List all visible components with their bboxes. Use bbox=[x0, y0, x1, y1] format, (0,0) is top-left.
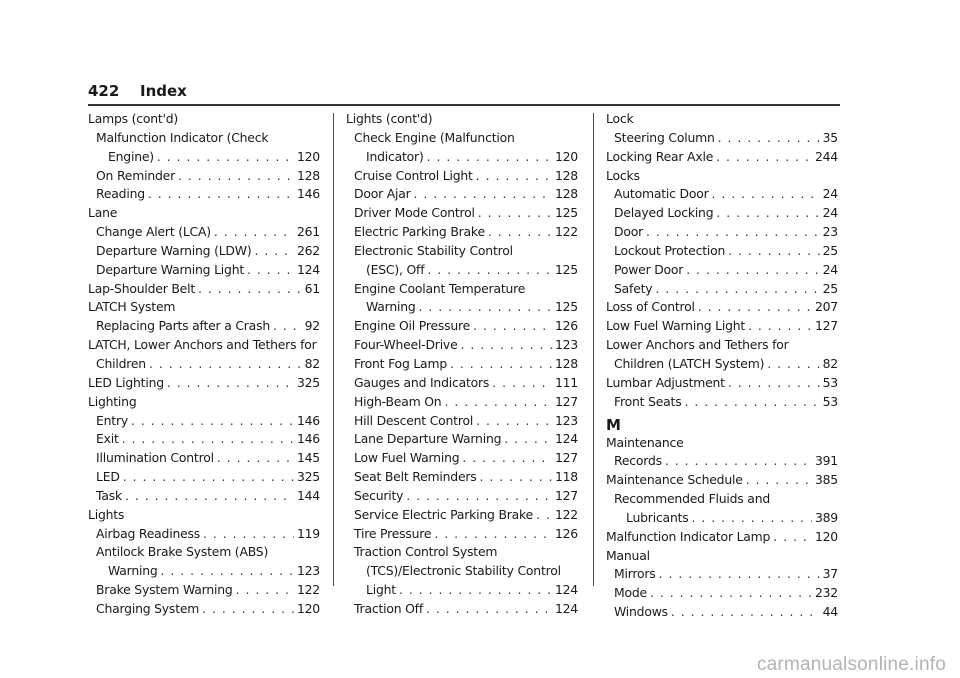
entry-text: (ESC), Off bbox=[366, 261, 425, 277]
entry-page-number: 262 bbox=[296, 242, 320, 258]
index-entry bbox=[88, 487, 320, 506]
entry-page-number: 92 bbox=[304, 318, 320, 334]
entry-page-number: 127 bbox=[814, 318, 838, 334]
entry-text: Front Seats bbox=[614, 393, 682, 409]
index-entry bbox=[88, 336, 320, 355]
entry-page-number: 325 bbox=[296, 469, 320, 485]
dot-leader bbox=[461, 336, 552, 355]
index-entry bbox=[346, 600, 578, 619]
dot-leader bbox=[450, 355, 552, 374]
entry-text: Brake System Warning bbox=[96, 582, 233, 598]
entry-text: Tire Pressure bbox=[354, 525, 432, 541]
index-entry bbox=[606, 565, 838, 584]
entry-page-number: 145 bbox=[296, 450, 320, 466]
dot-leader bbox=[504, 430, 552, 449]
entry-text: Lane bbox=[88, 205, 118, 221]
entry-text: Lubricants bbox=[626, 509, 689, 525]
index-entry bbox=[88, 167, 320, 186]
index-entry bbox=[606, 547, 838, 566]
dot-leader bbox=[488, 223, 552, 242]
entry-text: Check Engine (Malfunction bbox=[354, 129, 515, 145]
entry-page-number: 124 bbox=[296, 261, 320, 277]
page-header bbox=[88, 82, 840, 106]
entry-text: Lumbar Adjustment bbox=[606, 374, 725, 390]
dot-leader bbox=[444, 393, 551, 412]
entry-text: On Reminder bbox=[96, 167, 175, 183]
dot-leader bbox=[247, 261, 294, 280]
entry-text: Lamps (cont'd) bbox=[88, 111, 179, 126]
entry-text: Exit bbox=[96, 431, 119, 447]
entry-text: High-Beam On bbox=[354, 393, 442, 409]
entry-text: Door Ajar bbox=[354, 186, 411, 202]
entry-text: M bbox=[606, 415, 621, 434]
entry-text: Locks bbox=[606, 167, 640, 183]
entry-page-number: 23 bbox=[822, 224, 838, 240]
entry-text: Electric Parking Brake bbox=[354, 224, 485, 240]
entry-page-number: 122 bbox=[296, 582, 320, 598]
dot-leader bbox=[198, 280, 302, 299]
index-entry bbox=[346, 223, 578, 242]
dot-leader bbox=[426, 600, 552, 619]
entry-text: Engine) bbox=[108, 148, 154, 164]
entry-text: Electronic Stability Control bbox=[354, 242, 513, 258]
entry-text: Driver Mode Control bbox=[354, 205, 475, 221]
entry-text: Lower Anchors and Tethers for bbox=[606, 337, 789, 353]
entry-text: Lock bbox=[606, 111, 634, 126]
entry-page-number: 122 bbox=[554, 506, 578, 522]
dot-leader bbox=[122, 430, 294, 449]
index-entry bbox=[88, 562, 320, 581]
dot-leader bbox=[427, 261, 552, 280]
index-entry bbox=[88, 581, 320, 600]
entry-text: LED Lighting bbox=[88, 374, 164, 390]
index-entry bbox=[88, 506, 320, 525]
index-entry bbox=[346, 581, 578, 600]
index-entry bbox=[346, 129, 578, 148]
index-entry bbox=[346, 393, 578, 412]
entry-page-number: 385 bbox=[814, 472, 838, 488]
entry-page-number: 126 bbox=[554, 525, 578, 541]
entry-page-number: 144 bbox=[296, 487, 320, 503]
index-entry bbox=[606, 490, 838, 509]
entry-text: Lockout Protection bbox=[614, 242, 726, 258]
dot-leader bbox=[728, 374, 820, 393]
dot-leader bbox=[671, 603, 820, 622]
entry-page-number: 37 bbox=[822, 566, 838, 582]
index-entry bbox=[606, 336, 838, 355]
dot-leader bbox=[217, 449, 294, 468]
entry-page-number: 124 bbox=[554, 600, 578, 616]
index-entry bbox=[346, 562, 578, 581]
dot-leader bbox=[476, 412, 552, 431]
index-entry bbox=[346, 242, 578, 261]
entry-text: Malfunction Indicator Lamp bbox=[606, 528, 771, 544]
entry-page-number: 53 bbox=[822, 374, 838, 390]
entry-page-number: 146 bbox=[296, 186, 320, 202]
index-entry bbox=[88, 280, 320, 299]
entry-page-number: 244 bbox=[814, 148, 838, 164]
entry-page-number: 391 bbox=[814, 453, 838, 469]
entry-text: LATCH, Lower Anchors and Tethers for bbox=[88, 337, 317, 353]
entry-page-number: 127 bbox=[554, 450, 578, 466]
dot-leader bbox=[665, 452, 812, 471]
index-entry bbox=[88, 317, 320, 336]
entry-page-number: 126 bbox=[554, 318, 578, 334]
watermark: carmanualsonline.info bbox=[756, 654, 946, 675]
dot-leader bbox=[273, 317, 302, 336]
index-entry bbox=[606, 204, 838, 223]
dot-leader bbox=[399, 581, 552, 600]
entry-text: Lights bbox=[88, 506, 125, 522]
entry-text: Engine Oil Pressure bbox=[354, 318, 471, 334]
index-entry bbox=[606, 528, 838, 547]
entry-text: LATCH System bbox=[88, 299, 176, 315]
entry-text: Steering Column bbox=[614, 129, 715, 145]
entry-page-number: 24 bbox=[822, 261, 838, 277]
entry-text: Gauges and Indicators bbox=[354, 374, 490, 390]
dot-leader bbox=[748, 317, 812, 336]
index-entry bbox=[346, 543, 578, 562]
dot-leader bbox=[123, 468, 294, 487]
entry-text: Children bbox=[96, 355, 146, 371]
dot-leader bbox=[746, 471, 812, 490]
entry-text: Lap-Shoulder Belt bbox=[88, 280, 195, 296]
entry-text: Security bbox=[354, 487, 404, 503]
index-entry bbox=[606, 374, 838, 393]
index-entry bbox=[346, 525, 578, 544]
entry-text: Recommended Fluids and bbox=[614, 491, 771, 507]
entry-page-number: 120 bbox=[554, 148, 578, 164]
entry-page-number: 120 bbox=[814, 528, 838, 544]
index-entry bbox=[88, 600, 320, 619]
index-entry bbox=[346, 317, 578, 336]
index-entry bbox=[606, 509, 838, 528]
index-entry bbox=[606, 242, 838, 261]
index-entry bbox=[606, 471, 838, 490]
entry-page-number: 261 bbox=[296, 224, 320, 240]
index-entry bbox=[606, 317, 838, 336]
index-entry bbox=[88, 449, 320, 468]
dot-leader bbox=[716, 204, 819, 223]
index-entry bbox=[606, 110, 838, 129]
entry-text: Door bbox=[614, 224, 643, 240]
index-entry bbox=[606, 185, 838, 204]
entry-text: Traction Control System bbox=[354, 544, 498, 560]
entry-text: Charging System bbox=[96, 600, 200, 616]
index-entry bbox=[346, 167, 578, 186]
entry-text: Replacing Parts after a Crash bbox=[96, 318, 270, 334]
entry-text: Warning bbox=[108, 563, 158, 579]
dot-leader bbox=[767, 355, 819, 374]
dot-leader bbox=[148, 185, 294, 204]
entry-page-number: 128 bbox=[296, 167, 320, 183]
index-entry bbox=[88, 298, 320, 317]
entry-text: Maintenance Schedule bbox=[606, 472, 743, 488]
dot-leader bbox=[698, 298, 812, 317]
index-entry bbox=[88, 223, 320, 242]
dot-leader bbox=[711, 185, 819, 204]
index-entry bbox=[88, 430, 320, 449]
index-entry bbox=[606, 223, 838, 242]
entry-page-number: 128 bbox=[554, 186, 578, 202]
entry-text: Lights (cont'd) bbox=[346, 111, 433, 126]
dot-leader bbox=[178, 167, 294, 186]
entry-text: Lane Departure Warning bbox=[354, 431, 502, 447]
index-entry bbox=[346, 298, 578, 317]
index-entry bbox=[346, 280, 578, 299]
index-entry bbox=[606, 280, 838, 299]
dot-leader bbox=[686, 261, 819, 280]
dot-leader bbox=[214, 223, 294, 242]
dot-leader bbox=[716, 148, 812, 167]
entry-page-number: 24 bbox=[822, 205, 838, 221]
index-entry bbox=[346, 374, 578, 393]
index-entry bbox=[346, 204, 578, 223]
dot-leader bbox=[149, 355, 302, 374]
page-title: Index bbox=[140, 82, 187, 100]
header-rule bbox=[88, 104, 840, 106]
dot-leader bbox=[236, 581, 294, 600]
column-divider bbox=[593, 113, 594, 586]
entry-page-number: 123 bbox=[554, 337, 578, 353]
page-number: 422 bbox=[88, 82, 120, 100]
dot-leader bbox=[462, 449, 552, 468]
entry-page-number: 325 bbox=[296, 374, 320, 390]
entry-text: Reading bbox=[96, 186, 145, 202]
entry-text: Front Fog Lamp bbox=[354, 355, 447, 371]
index-entry bbox=[346, 110, 578, 129]
index-column-2 bbox=[346, 110, 578, 619]
entry-text: Entry bbox=[96, 412, 128, 428]
entry-text: Maintenance bbox=[606, 434, 684, 450]
entry-text: Automatic Door bbox=[614, 186, 709, 202]
dot-leader bbox=[536, 506, 552, 525]
entry-text: Airbag Readiness bbox=[96, 525, 201, 541]
index-entry bbox=[346, 261, 578, 280]
entry-text: Four-Wheel-Drive bbox=[354, 337, 458, 353]
entry-page-number: 125 bbox=[554, 261, 578, 277]
entry-page-number: 118 bbox=[554, 469, 578, 485]
entry-text: Locking Rear Axle bbox=[606, 148, 714, 164]
entry-text: Cruise Control Light bbox=[354, 167, 473, 183]
entry-text: Hill Descent Control bbox=[354, 412, 474, 428]
column-divider bbox=[333, 113, 334, 586]
index-entry bbox=[606, 261, 838, 280]
dot-leader bbox=[476, 167, 552, 186]
entry-page-number: 124 bbox=[554, 582, 578, 598]
section-letter bbox=[606, 412, 838, 434]
dot-leader bbox=[718, 129, 820, 148]
entry-page-number: 124 bbox=[554, 431, 578, 447]
entry-page-number: 128 bbox=[554, 167, 578, 183]
entry-page-number: 119 bbox=[296, 525, 320, 541]
index-entry bbox=[88, 543, 320, 562]
dot-leader bbox=[125, 487, 294, 506]
index-entry bbox=[88, 525, 320, 544]
entry-page-number: 82 bbox=[822, 355, 838, 371]
entry-text: Warning bbox=[366, 299, 416, 315]
entry-page-number: 127 bbox=[554, 393, 578, 409]
index-entry bbox=[88, 204, 320, 223]
entry-text: Seat Belt Reminders bbox=[354, 469, 477, 485]
index-entry bbox=[88, 261, 320, 280]
dot-leader bbox=[492, 374, 552, 393]
index-entry bbox=[88, 129, 320, 148]
entry-text: Change Alert (LCA) bbox=[96, 224, 211, 240]
entry-page-number: 44 bbox=[822, 604, 838, 620]
index-column-1 bbox=[88, 110, 320, 619]
entry-text: Lighting bbox=[88, 393, 137, 409]
entry-page-number: 53 bbox=[822, 393, 838, 409]
entry-text: Malfunction Indicator (Check bbox=[96, 129, 269, 145]
dot-leader bbox=[131, 412, 294, 431]
entry-page-number: 24 bbox=[822, 186, 838, 202]
entry-page-number: 25 bbox=[822, 280, 838, 296]
index-entry bbox=[88, 148, 320, 167]
index-entry bbox=[88, 412, 320, 431]
index-entry bbox=[88, 242, 320, 261]
dot-leader bbox=[646, 223, 820, 242]
entry-text: Light bbox=[366, 582, 396, 598]
index-entry bbox=[346, 487, 578, 506]
index-entry bbox=[88, 468, 320, 487]
entry-text: (TCS)/Electronic Stability Control bbox=[366, 563, 561, 579]
dot-leader bbox=[684, 393, 819, 412]
entry-text: Indicator) bbox=[366, 148, 424, 164]
index-entry bbox=[88, 185, 320, 204]
entry-page-number: 232 bbox=[814, 585, 838, 601]
index-entry bbox=[606, 129, 838, 148]
dot-leader bbox=[203, 525, 294, 544]
entry-page-number: 120 bbox=[296, 600, 320, 616]
index-entry bbox=[346, 430, 578, 449]
entry-text: Task bbox=[96, 487, 122, 503]
entry-text: Departure Warning (LDW) bbox=[96, 242, 252, 258]
entry-page-number: 127 bbox=[554, 487, 578, 503]
entry-page-number: 389 bbox=[814, 509, 838, 525]
dot-leader bbox=[414, 185, 552, 204]
entry-page-number: 123 bbox=[554, 412, 578, 428]
dot-leader bbox=[254, 242, 293, 261]
entry-text: Loss of Control bbox=[606, 299, 695, 315]
dot-leader bbox=[692, 509, 812, 528]
entry-text: Low Fuel Warning bbox=[354, 450, 460, 466]
entry-page-number: 146 bbox=[296, 431, 320, 447]
entry-text: Traction Off bbox=[354, 600, 423, 616]
dot-leader bbox=[478, 204, 552, 223]
dot-leader bbox=[406, 487, 552, 506]
index-entry bbox=[606, 355, 838, 374]
index-entry bbox=[346, 506, 578, 525]
entry-text: Windows bbox=[614, 604, 668, 620]
index-entry bbox=[346, 468, 578, 487]
dot-leader bbox=[167, 374, 294, 393]
dot-leader bbox=[202, 600, 294, 619]
index-entry bbox=[606, 148, 838, 167]
index-entry bbox=[606, 167, 838, 186]
entry-text: Illumination Control bbox=[96, 450, 214, 466]
dot-leader bbox=[434, 525, 552, 544]
entry-text: Mode bbox=[614, 585, 647, 601]
index-entry bbox=[346, 355, 578, 374]
dot-leader bbox=[655, 280, 819, 299]
dot-leader bbox=[427, 148, 552, 167]
entry-page-number: 35 bbox=[822, 129, 838, 145]
entry-text: LED bbox=[96, 469, 120, 485]
index-entry bbox=[88, 110, 320, 129]
entry-page-number: 125 bbox=[554, 299, 578, 315]
entry-page-number: 125 bbox=[554, 205, 578, 221]
index-entry bbox=[346, 449, 578, 468]
entry-text: Departure Warning Light bbox=[96, 261, 245, 277]
dot-leader bbox=[659, 565, 820, 584]
index-entry bbox=[606, 603, 838, 622]
index-entry bbox=[346, 336, 578, 355]
entry-page-number: 146 bbox=[296, 412, 320, 428]
entry-page-number: 61 bbox=[304, 280, 320, 296]
dot-leader bbox=[773, 528, 812, 547]
index-entry bbox=[606, 393, 838, 412]
entry-text: Records bbox=[614, 453, 662, 469]
entry-page-number: 128 bbox=[554, 355, 578, 371]
entry-page-number: 122 bbox=[554, 224, 578, 240]
index-entry bbox=[606, 452, 838, 471]
entry-page-number: 25 bbox=[822, 242, 838, 258]
index-entry bbox=[606, 298, 838, 317]
index-entry bbox=[346, 185, 578, 204]
index-entry bbox=[88, 374, 320, 393]
index-column-3 bbox=[606, 110, 838, 622]
dot-leader bbox=[419, 298, 552, 317]
dot-leader bbox=[728, 242, 819, 261]
index-entry bbox=[346, 148, 578, 167]
entry-text: Children (LATCH System) bbox=[614, 355, 765, 371]
dot-leader bbox=[650, 584, 812, 603]
index-entry bbox=[346, 412, 578, 431]
entry-page-number: 207 bbox=[814, 299, 838, 315]
entry-text: Manual bbox=[606, 547, 650, 563]
entry-text: Delayed Locking bbox=[614, 205, 714, 221]
entry-page-number: 111 bbox=[554, 374, 578, 390]
dot-leader bbox=[473, 317, 552, 336]
index-entry bbox=[88, 393, 320, 412]
dot-leader bbox=[480, 468, 552, 487]
entry-text: Low Fuel Warning Light bbox=[606, 318, 746, 334]
dot-leader bbox=[161, 562, 294, 581]
index-entry bbox=[88, 355, 320, 374]
entry-text: Engine Coolant Temperature bbox=[354, 280, 526, 296]
entry-page-number: 120 bbox=[296, 148, 320, 164]
entry-text: Safety bbox=[614, 280, 653, 296]
entry-text: Power Door bbox=[614, 261, 684, 277]
entry-page-number: 123 bbox=[296, 563, 320, 579]
dot-leader bbox=[157, 148, 294, 167]
entry-page-number: 82 bbox=[304, 355, 320, 371]
index-entry bbox=[606, 584, 838, 603]
index-entry bbox=[606, 434, 838, 453]
entry-text: Mirrors bbox=[614, 566, 656, 582]
entry-text: Service Electric Parking Brake bbox=[354, 506, 534, 522]
entry-text: Antilock Brake System (ABS) bbox=[96, 544, 269, 560]
